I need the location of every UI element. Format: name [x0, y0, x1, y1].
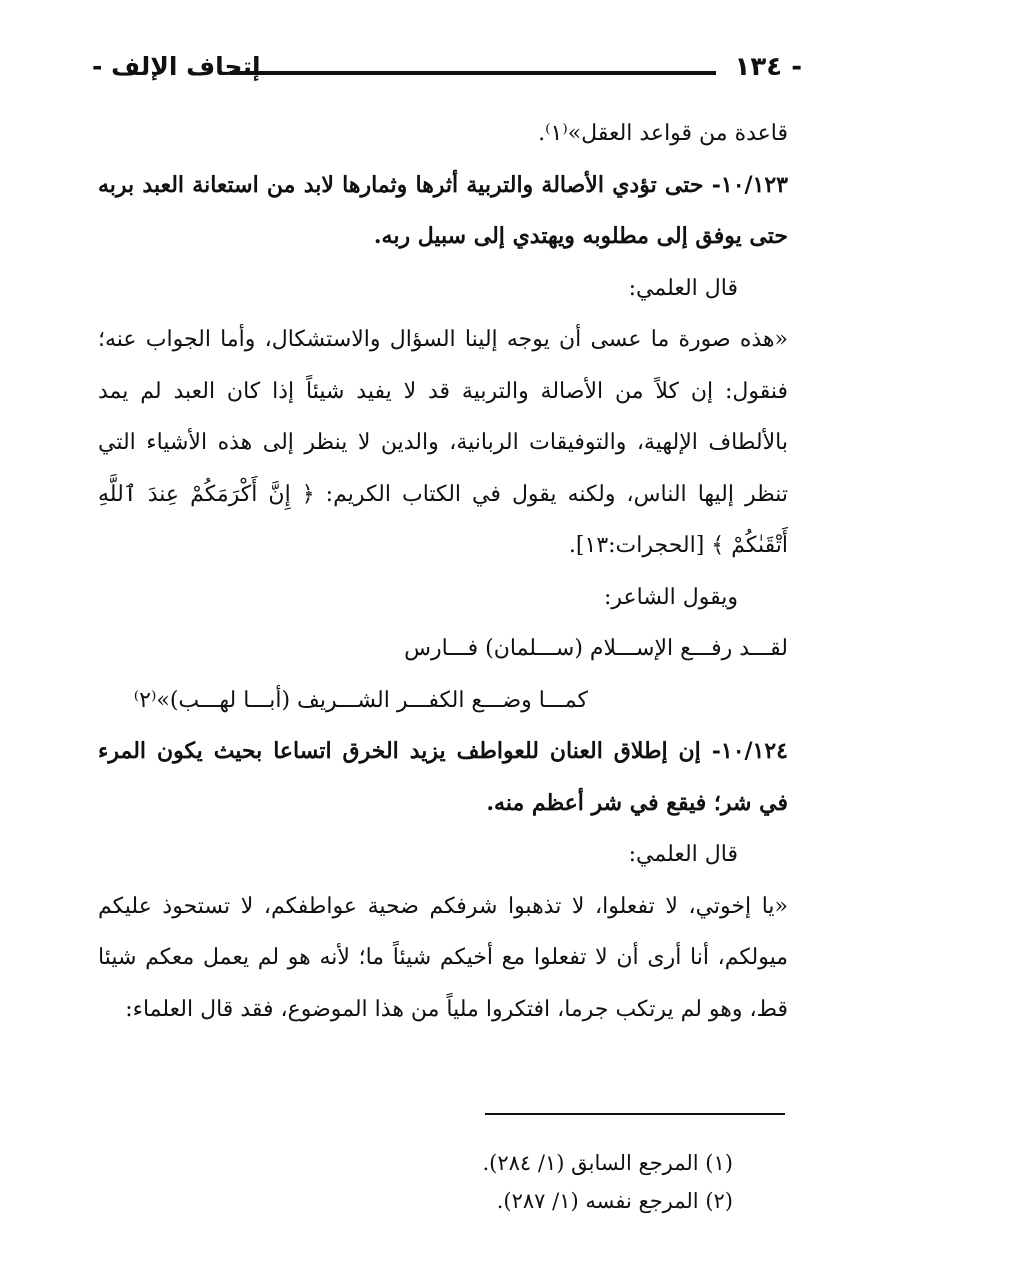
quote-paragraph-1: «هذه صورة ما عسى أن يوجه إلينا السؤال والاستشكال، وأما الجواب عنه؛ فنقول: إن كلاً من الأصالة والتربية قد لا يفيد شيئاً إذا كان العبد لم يمد بالألطاف الإلهية، والتوفيقات الربانية، والدين لا ينظر إلى هذه الأشياء التي تنظر إليها الناس، ولكنه يقول في الكتاب الكريم: ﴿ إِنَّ أَكْرَمَكُمْ عِندَ ٱللَّهِ أَتْقَىٰكُمْ ﴾ [الحجرات:١٣]. — [98, 327, 788, 558]
speaker-label-2: قال العلمي: — [628, 842, 738, 867]
header-rule — [230, 71, 716, 75]
paragraph-123: ١٠/١٢٣- حتى تؤدي الأصالة والتربية أثرها وثمارها لابد من استعانة العبد بربه حتى يوفق إلى مطلوبه ويهتدي إلى سبيل ربه. — [98, 171, 788, 249]
footnote-rule — [485, 1113, 785, 1115]
page-header — [92, 52, 802, 96]
paragraph-124: ١٠/١٢٤- إن إطلاق العنان للعواطف يزيد الخرق اتساعا بحيث يكون المرء في شر؛ فيقع في شر أعظم منه. — [98, 738, 788, 816]
quote-paragraph-2: «يا إخوتي، لا تفعلوا، لا تذهبوا شرفكم ضحية عواطفكم، لا تستحوذ عليكم ميولكم، أنا أرى أن لا تفعلوا مع أخيكم شيئاً ما؛ لأنه هو لم يعمل معكم شيئا قط، وهو لم يرتكب جرما، افتكروا ملياً من هذا الموضوع، فقد قال العلماء: — [98, 893, 788, 1022]
speaker-label: قال العلمي: — [628, 275, 738, 301]
verse-line-1 — [98, 623, 788, 675]
verse-text-1: لقـــد رفـــع الإســـلام (ســـلمان) فـــارس — [404, 636, 788, 661]
footnote-1: (١) المرجع السابق (١/ ٢٨٤). — [482, 1151, 733, 1175]
footnotes — [313, 1144, 733, 1220]
verse-line-2 — [98, 675, 788, 727]
running-title: إتحاف الإلف - — [92, 52, 261, 81]
body-text — [98, 108, 788, 1035]
poet-label: ويقول الشاعر: — [603, 584, 738, 610]
page-number: - ١٣٤ — [734, 52, 802, 82]
verse-text-2: كمـــا وضـــع الكفـــر الشـــريف (أبـــا لهـــب)»⁽٢⁾ — [133, 687, 588, 713]
footnote-2: (٢) المرجع نفسه (١/ ٢٨٧). — [496, 1189, 733, 1213]
paragraph-end-quote: قاعدة من قواعد العقل»⁽١⁾. — [538, 121, 788, 146]
